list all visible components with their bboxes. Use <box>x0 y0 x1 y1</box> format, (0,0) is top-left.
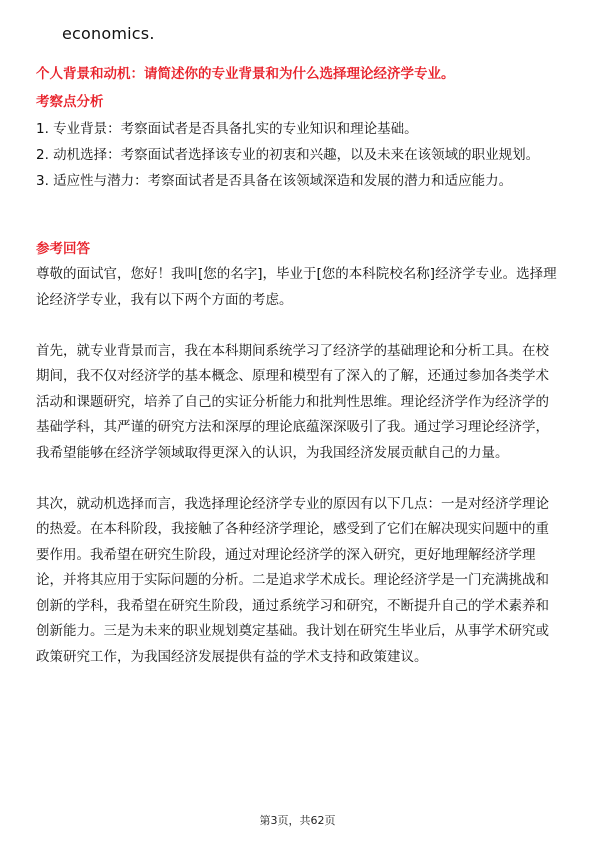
page-number: 第3页，共62页 <box>259 814 336 827</box>
answer-paragraph: 尊敬的面试官，您好！我叫[您的名字]，毕业于[您的本科院校名称]经济学专业。选择理论经济学专业，我有以下两个方面的考虑。 <box>36 266 557 308</box>
analysis-list <box>36 116 562 194</box>
analysis-item: 1. 专业背景：考察面试者是否具备扎实的专业知识和理论基础。 <box>36 121 418 137</box>
analysis-item: 2. 动机选择：考察面试者选择该专业的初衷和兴趣，以及未来在该领域的职业规划。 <box>36 147 540 163</box>
analysis-item: 3. 适应性与潜力：考察面试者是否具备在该领域深造和发展的潜力和适应能力。 <box>36 173 513 189</box>
continued-text: economics. <box>62 24 155 43</box>
answer-heading: 参考回答 <box>36 241 90 257</box>
answer-paragraph: 首先，就专业背景而言，我在本科期间系统学习了经济学的基础理论和分析工具。在校期间，我不仅对经济学的基本概念、原理和模型有了深入的了解，还通过参加各类学术活动和课题研究，培养了自己的实证分析能力和批判性思维。理论经济学作为经济学的基础学科，其严谨的研究方法和深厚的理论底蕴深深吸引了我。通过学习理论经济学，我希望能够在经济学领域取得更深入的认识，为我国经济发展贡献自己的力量。 <box>36 342 549 461</box>
analysis-heading: 考察点分析 <box>36 94 104 110</box>
answer-body <box>36 262 562 696</box>
question-heading: 个人背景和动机：请简述你的专业背景和为什么选择理论经济学专业。 <box>36 66 455 82</box>
answer-paragraph: 其次，就动机选择而言，我选择理论经济学专业的原因有以下几点：一是对经济学理论的热爱。在本科阶段，我接触了各种经济学理论，感受到了它们在解决现实问题中的重要作用。我希望在研究生阶段，通过对理论经济学的深入研究，更好地理解经济学理论，并将其应用于实际问题的分析。二是追求学术成长。理论经济学是一门充满挑战和创新的学科，我希望在研究生阶段，通过系统学习和研究，不断提升自己的学术素养和创新能力。三是为未来的职业规划奠定基础。我计划在研究生毕业后，从事学术研究或政策研究工作，为我国经济发展提供有益的学术支持和政策建议。 <box>36 495 549 665</box>
